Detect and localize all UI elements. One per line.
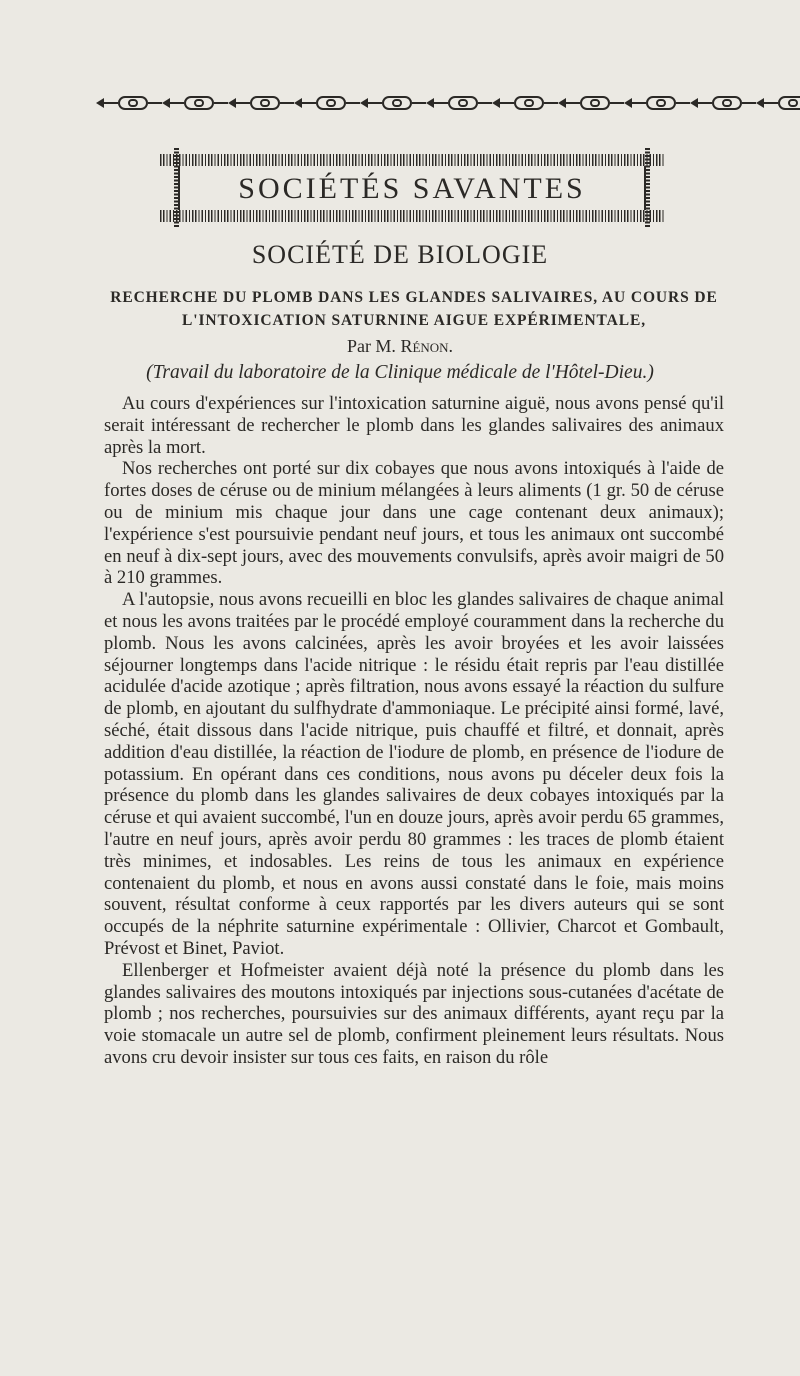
- ornament-motif-icon: [426, 96, 492, 110]
- author-line: [0, 336, 800, 357]
- author-name: Rénon.: [400, 336, 454, 356]
- article-subtitle: (Travail du laboratoire de la Clinique médicale de l'Hôtel-Dieu.): [146, 362, 654, 383]
- ornament-motif-icon: [294, 96, 360, 110]
- ornament-motif-icon: [690, 96, 756, 110]
- ornament-band: [96, 92, 716, 114]
- article-title-line-1: RECHERCHE DU PLOMB DANS LES GLANDES SALIVAIRES, AU COURS DE: [110, 289, 718, 306]
- ornament-motif-icon: [492, 96, 558, 110]
- hatched-rule-bottom: [160, 210, 664, 222]
- paragraph: A l'autopsie, nous avons recueilli en bloc les glandes salivaires de chaque animal et nous les avons traitées par le procédé employé couramment dans la recherche du plomb. Nous les avons calcinées, après les avoir broyées et les avoir laissées séjourner longtemps dans l'acide nitrique : le résidu était repris par l'eau distillée acidulée d'acide azotique ; après filtration, nous avons essayé la réaction du sulfure de plomb, en ajoutant du sulfhydrate d'ammoniaque. Le précipité ainsi formé, lavé, séché, était dissous dans l'acide nitrique, puis chauffé et filtré, et donnait, après addition d'eau distillée, la réaction de l'iodure de plomb, en présence de l'iodure de potassium. En opérant dans ces conditions, nous avons pu déceler deux fois la présence du plomb dans les glandes salivaires de deux cobayes intoxiqués par la céruse et qui avaient succombé, l'un en douze jours, après avoir perdu 65 grammes, l'autre en neuf jours, après avoir perdu 80 grammes : les traces de plomb étaient très minimes, et indosables. Les reins de tous les animaux en expérience contenaient du plomb, et nous en avons aussi constaté dans le foie, mais moins souvent, résultat conforme à ceux rapportés par les divers auteurs qui se sont occupés de la néphrite saturnine expérimentale : Ollivier, Charcot et Gombault, Prévost et Binet, Paviot.: [104, 589, 724, 959]
- author-prefix: Par M.: [346, 336, 396, 356]
- ornament-motif-icon: [228, 96, 294, 110]
- paragraph: Au cours d'expériences sur l'intoxication saturnine aiguë, nous avons pensé qu'il serait intéressant de rechercher le plomb dans les glandes salivaires des animaux après la mort.: [104, 393, 724, 458]
- ornament-motif-icon: [756, 96, 800, 110]
- article-title-line-2: L'INTOXICATION SATURNINE AIGUE EXPÉRIMENTALE,: [182, 312, 646, 329]
- section-title: SOCIÉTÉS SAVANTES: [238, 172, 586, 205]
- ornament-motif-icon: [96, 96, 162, 110]
- paragraph: Nos recherches ont porté sur dix cobayes que nous avons intoxiqués à l'aide de fortes doses de céruse ou de minium mélangées à leurs aliments (1 gr. 50 de céruse ou de minium mis chaque jour dans une cage contenant deux animaux); l'expérience s'est poursuivie pendant neuf jours, et tous les animaux ont succombé en neuf à dix-sept jours, avec des mouvements convulsifs, après avoir maigri de 50 à 210 grammes.: [104, 458, 724, 589]
- ornament-motif-icon: [162, 96, 228, 110]
- article-body: [104, 393, 724, 1069]
- ornament-motif-icon: [624, 96, 690, 110]
- ornament-motif-icon: [360, 96, 426, 110]
- society-heading: SOCIÉTÉ DE BIOLOGIE: [251, 240, 549, 269]
- section-title-box: [178, 166, 646, 210]
- hatched-rule-top: [160, 154, 664, 166]
- section-header-frame: [160, 148, 664, 228]
- paragraph: Ellenberger et Hofmeister avaient déjà noté la présence du plomb dans les glandes salivaires des moutons intoxiqués par injections sous-cutanées d'acétate de plomb ; nos recherches, poursuivies sur des animaux différents, ayant reçu par la voie stomacale un autre sel de plomb, confirment pleinement leurs résultats. Nous avons cru devoir insister sur tous ces faits, en raison du rôle: [104, 959, 724, 1068]
- article-title: [104, 286, 724, 332]
- ornament-motif-icon: [558, 96, 624, 110]
